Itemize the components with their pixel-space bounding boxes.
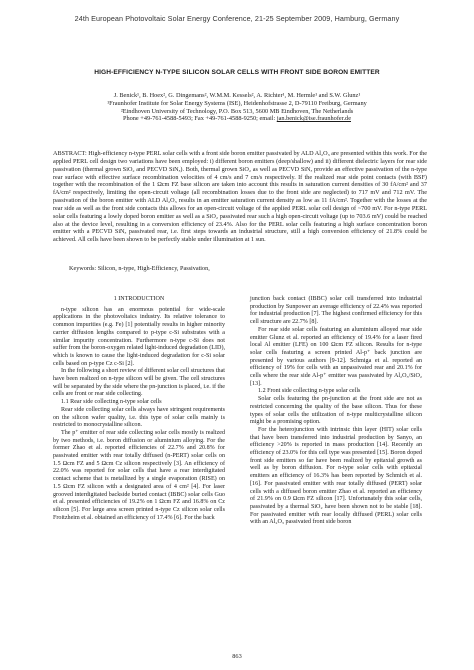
- conference-header: 24th European Photovoltaic Solar Energy Conference, 21-25 September 2009, Hamburg, Germany: [74, 14, 400, 23]
- phone-fax: Phone +49-761-4588-5493; Fax +49-761-4588-9250; email:: [122, 115, 277, 123]
- section-heading-introduction: 1 INTRODUCTION: [113, 296, 165, 302]
- paper-title: HIGH-EFFICIENCY N-TYPE SILICON SOLAR CELLS WITH FRONT SIDE BORON EMITTER: [94, 69, 380, 76]
- keywords: Keywords: Silicon, n-type, High-Efficiency, Passivation,: [69, 265, 210, 272]
- paragraph: In the following a short review of different solar cell structures that have been realized on n-type silicon will be given. The cell structures will be separated by the side where the pn-junction is placed, i.e. if the cells are front or rear side collecting.: [53, 368, 225, 398]
- author-block: [0, 92, 474, 123]
- subsection-heading: 1.2 Front side collecting n-type solar cells: [258, 388, 361, 395]
- paragraph: For the heterojunction with intrinsic thin layer (HIT) solar cells that have been transferred into industrial production by Sanyo, an efficiency >20% is reported in mass production [14]. Recently an efficiency of 23.0% for this cell type was presented [15]. Boron doped front side emitters so far have been realized by epitaxial growth as well as by boron diffusion. For n-type solar cells with epitaxial emitters an efficiency of 16.3% has been reported by Schmich et al. [16]. For passivated emitter with rear totally diffused (PERT) solar cells with a diffused boron emitter Zhao et al. reported an efficiency of 21.9% on 0.9 Ωcm FZ silicon [17]. Unfortunately this solar cells, passivated by a thermal SiO₂ have been shown not to be stable [18]. For passivated emitter with rear locally diffused (PERL) solar cells with an Al₂O₃ passivated front side boron: [250, 426, 422, 526]
- contact-line: [0, 115, 474, 123]
- left-column: [53, 296, 225, 522]
- affiliation-2: ²Eindhoven University of Technology, P.O. Box 513, 5600 MB Eindhoven, The Netherlands: [120, 107, 354, 115]
- paragraph: The p⁺ emitter of rear side collecting solar cells mostly is realized by two methods, i.e. boron diffusion or aluminium alloying. For the former Zhao et al. reported efficiencies of 22.7% and 20.8% for passivated emitter with rear totally diffused (n-PERT) solar cells on 1.5 Ωcm FZ and 5 Ωcm Cz silicon respectively [3]. An efficiency of 22.0% was reported for solar cells that have a rear interdigitated contact scheme that is metallized by a single evaporation (RISE) on 1.5 Ωcm FZ silicon with a designated area of 4 cm² [4]. For laser grooved interdigitated backside buried contact (IBBC) solar cells Guo et al. presented efficiencies of 19.2% on 1 Ωcm FZ and 16.8% on Cz silicon [5]. For large area screen printed n-type Cz silicon solar cells Froitzheim et al. obtained an efficiency of 17.4% [6]. For the back: [53, 429, 225, 521]
- author-names: J. Benick¹, B. Hoex², G. Dingemans², W.M.M. Kessels², A. Richter¹, M. Hermle¹ and S.W. Glunz¹: [113, 92, 361, 99]
- paragraph: For rear side solar cells featuring an aluminium alloyed rear side emitter Glunz et al. reported an efficiency of 19.4% for a laser fired local Al emitter (LFE) on 100 Ωcm FZ silicon. Results for n-type solar cells featuring a screen printed Al-p⁺ back junction are presented by various authors [9-12]. Schmiga et al. reported an efficiency of 19% for cells with an unpassivated rear and 20.1% for cells where the rear side Al-p⁺ emitter was passivated by Al₂O₃/SiO₂ [13].: [250, 326, 422, 387]
- right-column: [250, 296, 422, 527]
- paragraph: Solar cells featuring the pn-junction at the front side are not as restricted concerning the quality of the base silicon. Thus for these types of solar cells the utilization of n-type multicrystalline silicon might be a promising option.: [250, 396, 422, 426]
- paragraph: junction back contact (IBBC) solar cell transferred into industrial production by Sunpower an average efficiency of 22.4% was reported for industrial production [7]. The highest confirmed efficiency for this cell structure are 22.7% [8].: [250, 296, 422, 326]
- paragraph: Rear side collecting solar cells always have stringent requirements on the silicon wafer quality, i.e. this type of solar cells mainly is restricted to monocrystalline silicon.: [53, 406, 225, 429]
- subsection-heading: 1.1 Rear side collecting n-type solar cells: [61, 399, 162, 406]
- affiliation-1: ¹Fraunhofer Institute for Solar Energy Systems (ISE), Heidenhofstrasse 2, D-79110 Freiburg, Germany: [107, 99, 367, 107]
- email-link[interactable]: jan.benick@ise.fraunhofer.de: [276, 115, 351, 123]
- abstract: ABSTRACT: High-efficiency n-type PERL solar cells with a front side boron emitter passivated by ALD Al₂O₃ are presented within this work. For the applied PERL cell design two variations have been employed: i) different boron emitters (deep/shallow) and ii) different dielectric layers for rear side passivation (thermal grown SiO₂ and PECVD SiNₓ). Both, thermal grown SiO₂ as well as PECVD SiNₓ provide an effective passivation of the n-type rear surface with effective surface recombination velocities of 4 cm/s and 7 cm/s respectively. If the realized rear side point contacts (with BSF) together with the recombination of the 1 Ωcm FZ base silicon are taken into account this results in saturation current densities of 30 fA/cm² and 37 fA/cm² respectively, limiting the open-circuit voltage (all recombination losses due to the front side are neglected) to 717 mV and 712 mV. The passivation of the boron emitter with ALD Al₂O₃ results in an emitter saturation current density as low as 11 fA/cm². Together with the losses at the rear side as well as the front side contacts this allows for an open-circuit voltage of the applied PERL solar cell design of ~700 mV. For n-type PERL solar cells featuring a lowly doped boron emitter as well as a SiO₂ passivated rear such a high open-circuit voltage (up to 703.6 mV) could be reached also at the device level, resulting in a conversion efficiency of 23.4%. Also for the PERL solar cells featuring a high surface concentration boron emitter with a PECVD SiNₓ passivated rear, i.e. first steps towards an industrial structure, still a high conversion efficiency of 21.8% could be achieved. All cells have been shown to be perfectly stable under illumination at 1 sun.: [53, 150, 427, 244]
- paragraph: n-type silicon has an enormous potential for wide-scale applications in the photovoltaics industry. Its relative tolerance to common impurities (e.g. Fe) [1] potentially results in higher minority carrier diffusion lengths compared to p-type c-Si substrates with a similar impurity concentration. Furthermore n-type c-Si does not suffer from the boron-oxygen related light-induced degradation (LID), which is known to cause the light-induced degradation for c-Si solar cells based on p-type Cz c-Si [2].: [53, 306, 225, 367]
- page-number: 863: [232, 653, 242, 660]
